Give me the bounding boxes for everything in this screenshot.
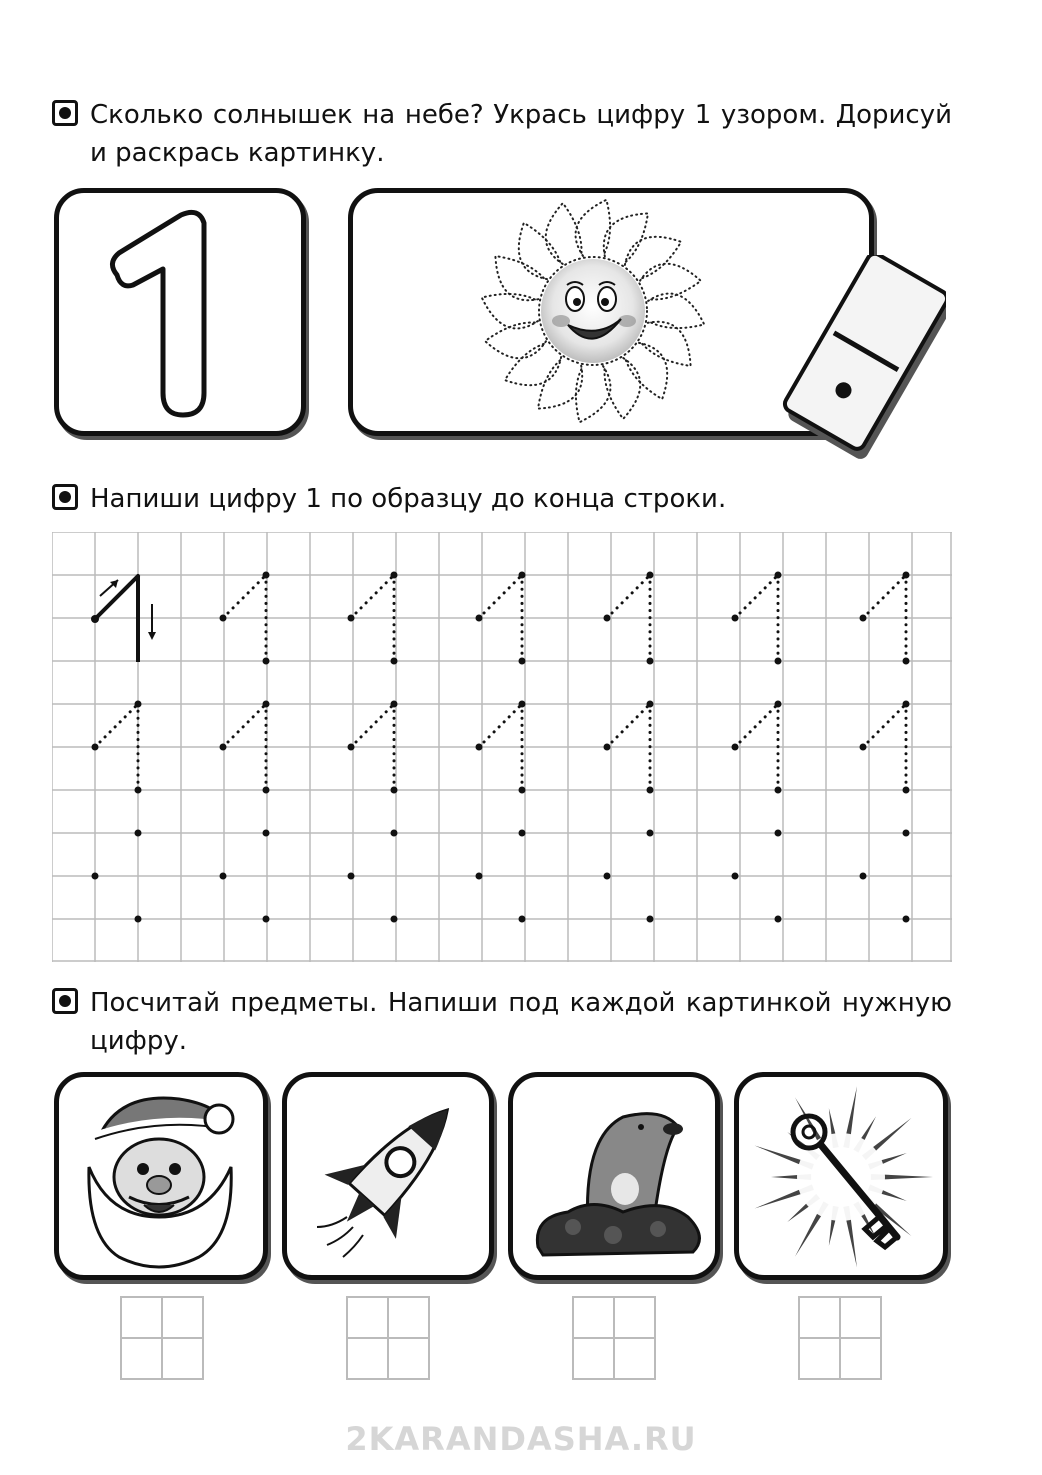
digit-frame xyxy=(54,188,306,436)
writing-grid[interactable] xyxy=(52,532,952,962)
watermark: 2KARANDASHA.RU xyxy=(345,1420,697,1458)
answer-box-3[interactable] xyxy=(572,1296,656,1380)
task-3 xyxy=(52,984,952,1060)
picture-frame-key xyxy=(734,1072,948,1280)
picture-frame-mole xyxy=(508,1072,720,1280)
picture-frame-santa xyxy=(54,1072,268,1280)
answer-box-4[interactable] xyxy=(798,1296,882,1380)
rocket-icon xyxy=(287,1077,489,1275)
domino-icon xyxy=(776,255,946,465)
sample-digit xyxy=(91,576,156,662)
task-1-text: Сколько солнышек на небе? Укрась цифру 1 узором. Дорисуй и раскрась картинку. xyxy=(90,100,952,168)
picture-frame-rocket xyxy=(282,1072,494,1280)
task-2 xyxy=(52,480,952,518)
task-3-text: Посчитай предметы. Напиши под каждой картинкой нужную цифру. xyxy=(90,988,952,1056)
task-2-text: Напиши цифру 1 по образцу до конца строки. xyxy=(90,484,727,514)
key-icon xyxy=(739,1077,943,1275)
domino-tile xyxy=(786,260,916,450)
answer-box-1[interactable] xyxy=(120,1296,204,1380)
digit-one-outline-icon xyxy=(59,193,301,431)
mole-icon xyxy=(513,1077,715,1275)
task-1 xyxy=(52,96,952,172)
task-bullet-icon xyxy=(52,484,78,510)
answer-box-2[interactable] xyxy=(346,1296,430,1380)
task-bullet-icon xyxy=(52,100,78,126)
task-bullet-icon xyxy=(52,988,78,1014)
santa-face-icon xyxy=(59,1077,263,1275)
